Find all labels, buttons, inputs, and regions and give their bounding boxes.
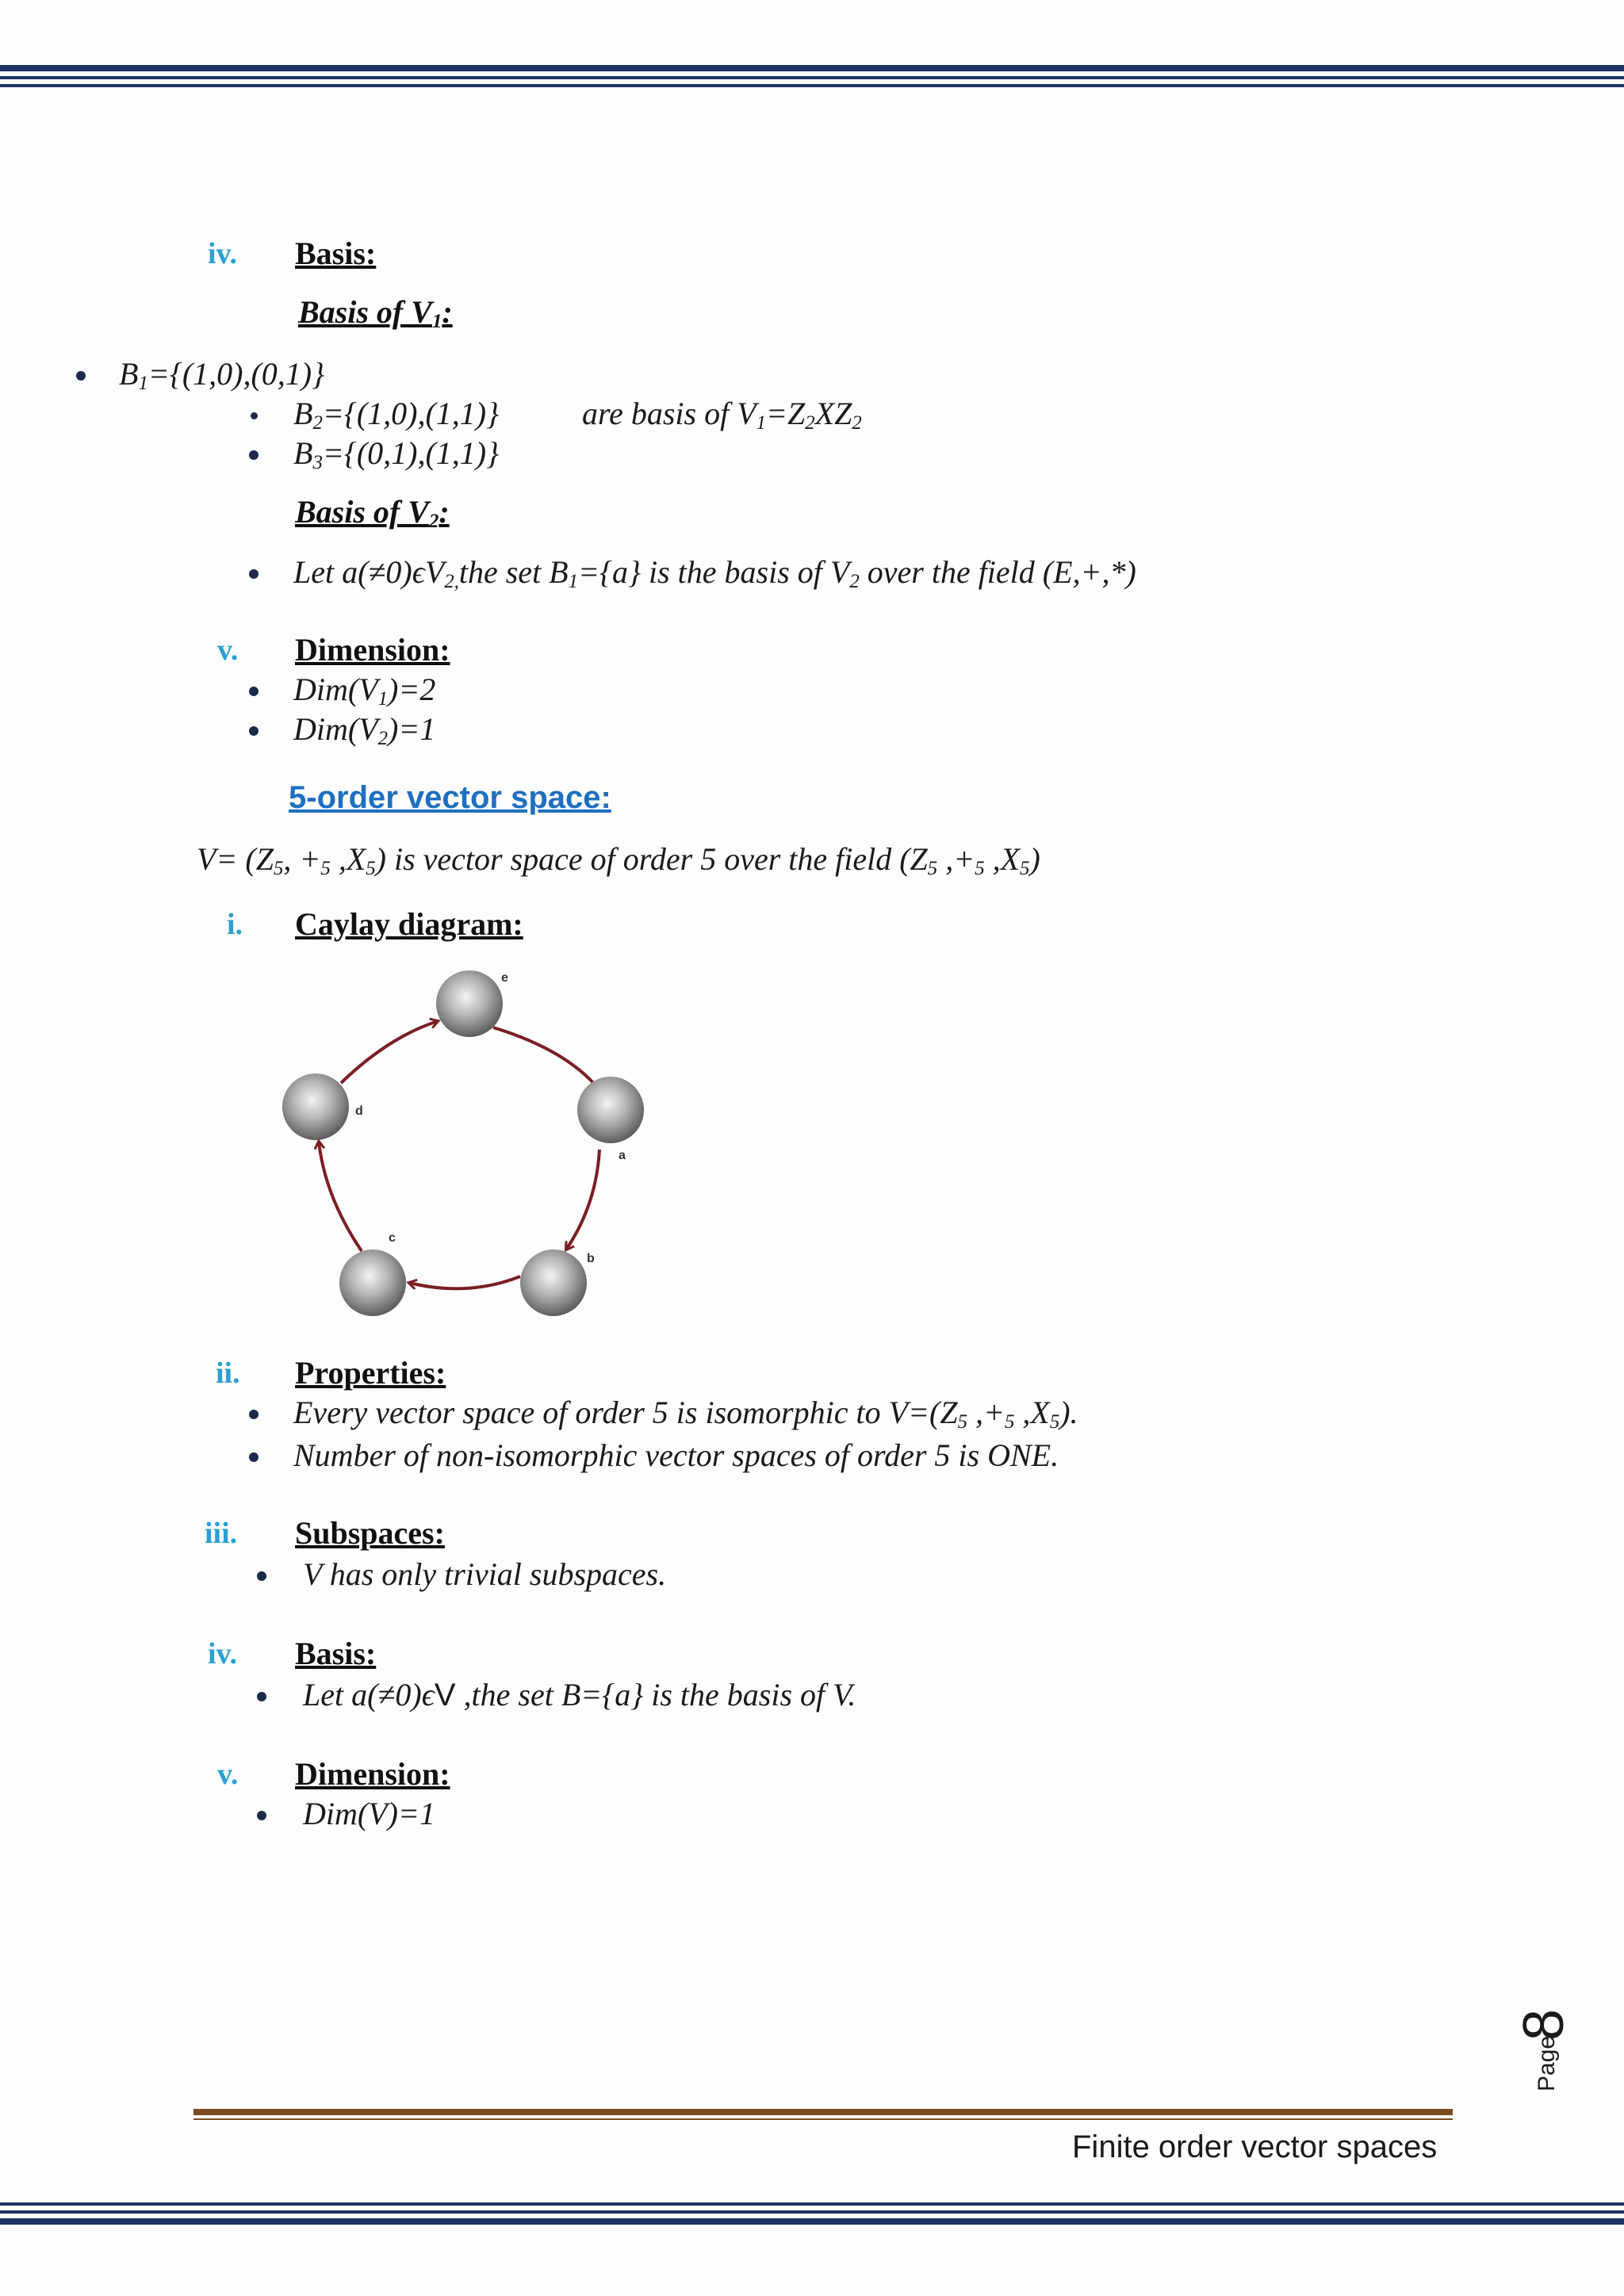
dim5-heading: Dimension: (295, 1756, 450, 1792)
label-b: b (587, 1252, 595, 1265)
basis5-heading: Basis: (295, 1636, 377, 1671)
dimension-heading: Dimension: (295, 632, 450, 668)
numeral-v-2: v. (217, 1758, 239, 1791)
dim-v2: $Dim(V_2)=1$ (293, 711, 436, 750)
node-e (436, 970, 503, 1037)
label-a: a (619, 1149, 626, 1162)
cayley-diagram (270, 951, 666, 1332)
node-a (577, 1077, 644, 1143)
node-d (282, 1073, 349, 1140)
bottom-rule-thin-2 (0, 2210, 1624, 2214)
arrow-c-d (319, 1142, 362, 1251)
page-number: 8 (1512, 2008, 1576, 2041)
bullet (249, 450, 259, 460)
basis-note: are basis of $V_1=Z_2XZ_2$ (582, 396, 862, 434)
bullet (249, 1452, 259, 1462)
basis-v2-subheading: Basis of $V_2$: (295, 494, 450, 533)
basis5-text: Let a(≠0)ϵV ,the set B={a} is the basis of V. (303, 1677, 856, 1712)
bullet (76, 371, 86, 381)
footer-title: Finite order vector spaces (1072, 2130, 1438, 2164)
label-e: e (501, 971, 508, 985)
footer-rule (193, 2109, 1453, 2115)
node-b (520, 1249, 587, 1316)
top-rule-thin-2 (0, 84, 1624, 87)
bullet (249, 687, 259, 696)
arrow-a-b (566, 1150, 599, 1249)
basis-b2: $B_2=\{(1,0),(1,1)\}$ (293, 396, 500, 434)
numeral-iii: iii. (205, 1517, 238, 1550)
dim5-text: Dim(V)=1 (303, 1796, 435, 1831)
basis-v2-text: Let $a(\ne 0)\epsilon V_{2,}the$ set $B_1=\{a\}$ is the basis of $V_2$ over the field (E,+,*) (293, 554, 1136, 593)
dim-v1: $Dim(V_1)=2$ (293, 672, 436, 710)
property-2: Number of non-isomorphic vector spaces of order 5 is ONE. (293, 1437, 1059, 1473)
numeral-iv-2: iv. (208, 1637, 237, 1670)
arrow-b-c (409, 1276, 520, 1288)
section-title: 5-order vector space: (289, 780, 611, 815)
label-c: c (389, 1231, 396, 1245)
top-rule-thin (0, 76, 1624, 79)
bullet (257, 1811, 266, 1820)
bottom-rule-thick (0, 2218, 1624, 2225)
numeral-i: i. (227, 908, 243, 941)
basis-v1-subheading: Basis of $V_1$: (298, 294, 453, 333)
bullet (251, 412, 258, 419)
cayley-heading: Caylay diagram: (295, 906, 523, 942)
basis-b1: $B_1=\{(1,0),(0,1)\}$ (119, 356, 325, 395)
node-c (339, 1249, 406, 1316)
subspaces-text: V has only trivial subspaces. (303, 1556, 667, 1592)
basis-b3: $B_3=\{(0,1),(1,1)\}$ (293, 435, 500, 474)
property-1: Every vector space of order 5 is isomorphic to $V=(Z_5$ $,+_5$ $,X_5$). (293, 1395, 1078, 1433)
numeral-iv: iv. (208, 237, 237, 270)
bullet (249, 569, 259, 579)
bullet (249, 726, 259, 736)
label-d: d (355, 1104, 363, 1118)
arrow-d-e (341, 1021, 438, 1083)
bullet (249, 1410, 259, 1419)
bottom-rule-thin (0, 2202, 1624, 2206)
bullet (257, 1571, 266, 1581)
arrow-e-a (493, 1027, 603, 1094)
footer-rule-thin (193, 2118, 1453, 2120)
top-rule-thick (0, 65, 1624, 71)
order5-definition: $V= (Z_5$, $+_5$ $,X_5$) is vector space of order 5 over the field ($Z_5$ $,+_5$ $,X_5$) (197, 841, 1040, 880)
numeral-v: v. (217, 633, 239, 667)
bullet (257, 1692, 266, 1701)
properties-heading: Properties: (295, 1355, 446, 1391)
numeral-ii: ii. (216, 1357, 240, 1390)
basis-heading: Basis: (295, 235, 377, 271)
page-label: Page (1534, 2035, 1560, 2091)
subspaces-heading: Subspaces: (295, 1515, 445, 1551)
